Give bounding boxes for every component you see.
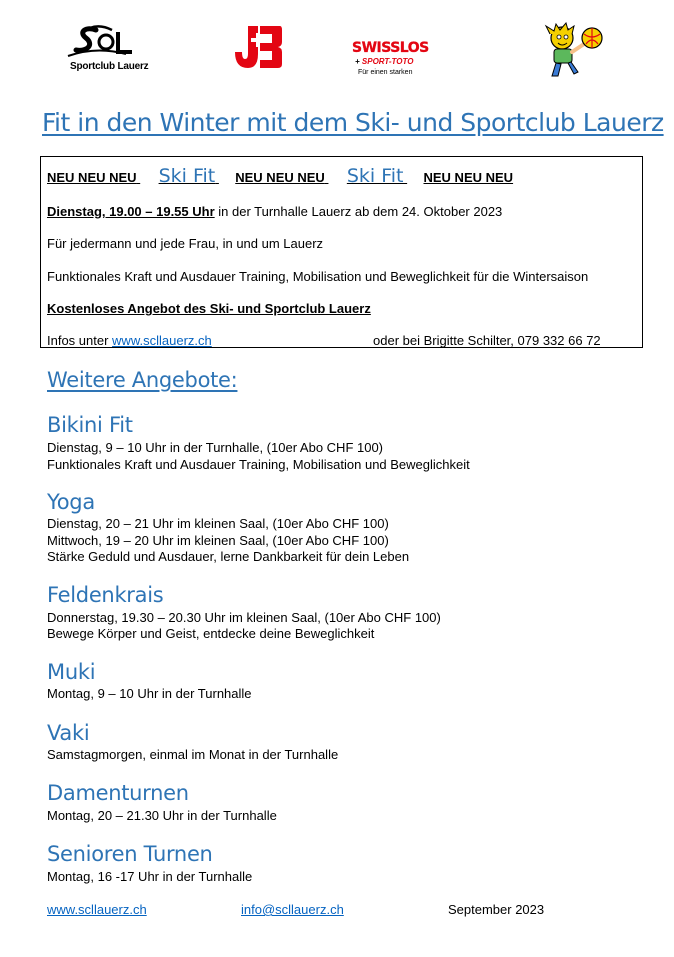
neu-label: NEU NEU NEU (47, 170, 137, 185)
offer-title: Feldenkrais (47, 583, 164, 607)
offer-line: Dienstag, 9 – 10 Uhr in der Turnhalle, (10er Abo CHF 100) (47, 440, 384, 455)
ski-fit-label: Ski Fit (158, 165, 216, 187)
plus-sign: + (355, 57, 360, 66)
offer-title: Vaki (47, 721, 90, 745)
offer-line: Samstagmorgen, einmal im Monat in der Turnhalle (47, 747, 339, 762)
schedule-time: Dienstag, 19.00 – 19.55 Uhr (47, 204, 215, 219)
offer-title: Yoga (47, 490, 95, 514)
offer-line: Montag, 16 -17 Uhr in der Turnhalle (47, 869, 253, 884)
info-line (47, 333, 212, 348)
sportclub-name: Sportclub Lauerz (70, 61, 149, 72)
schedule-location: in der Turnhalle Lauerz ab dem 24. Oktober 2023 (214, 204, 503, 219)
offer-title: Muki (47, 660, 96, 684)
audience-line: Für jedermann und jede Frau, in und um Lauerz (47, 236, 324, 251)
j-plus-s-logo (232, 22, 284, 72)
neu-ski-fit-banner (47, 165, 513, 187)
offer-line: Funktionales Kraft und Ausdauer Training, Mobilisation und Beweglichkeit (47, 457, 470, 472)
mascot-logo (540, 22, 606, 80)
weitere-angebote-heading: Weitere Angebote: (47, 368, 238, 392)
free-offer-line: Kostenloses Angebot des Ski- und Sportclub Lauerz (47, 301, 371, 316)
offer-line: Mittwoch, 19 – 20 Uhr im kleinen Saal, (10er Abo CHF 100) (47, 533, 389, 548)
page-title: Fit in den Winter mit dem Ski- und Sportclub Lauerz (42, 108, 664, 137)
sportclub-lauerz-logo (66, 24, 149, 74)
ski-fit-announcement-box (40, 156, 643, 348)
offer-line: Montag, 9 – 10 Uhr in der Turnhalle (47, 686, 252, 701)
offer-title: Senioren Turnen (47, 842, 213, 866)
offer-line: Dienstag, 20 – 21 Uhr im kleinen Saal, (10er Abo CHF 100) (47, 516, 389, 531)
swisslos-tagline: Für einen starken (358, 69, 413, 76)
j-plus-s-icon (232, 22, 284, 72)
description-line: Funktionales Kraft und Ausdauer Training, Mobilisation und Beweglichkeit für die Wintersaison (47, 269, 589, 284)
ski-fit-label: Ski Fit (346, 165, 404, 187)
schedule-line (47, 204, 502, 219)
offer-title: Damenturnen (47, 781, 189, 805)
sporttoto-wordmark (355, 57, 413, 66)
swisslos-logo (352, 40, 442, 82)
scl-mark-icon (66, 24, 144, 64)
kid-with-ball-icon (540, 22, 606, 80)
swisslos-wordmark: SWISSLOS (352, 40, 429, 56)
offer-title: Bikini Fit (47, 413, 133, 437)
footer-email-link[interactable]: info@scllauerz.ch (241, 902, 344, 917)
offer-line: Stärke Geduld und Ausdauer, lerne Dankbarkeit für dein Leben (47, 549, 410, 564)
offer-line: Donnerstag, 19.30 – 20.30 Uhr im kleinen Saal, (10er Abo CHF 100) (47, 610, 441, 625)
contact-line: oder bei Brigitte Schilter, 079 332 66 72 (373, 333, 601, 348)
neu-label: NEU NEU NEU (235, 170, 325, 185)
sporttoto-text: SPORT-TOTO (361, 57, 414, 66)
neu-label: NEU NEU NEU (423, 170, 514, 185)
offer-line: Bewege Körper und Geist, entdecke deine Beweglichkeit (47, 626, 375, 641)
footer-website-link[interactable]: www.scllauerz.ch (47, 902, 147, 917)
offer-line: Montag, 20 – 21.30 Uhr in der Turnhalle (47, 808, 277, 823)
info-prefix: Infos unter (47, 333, 113, 348)
footer-date: September 2023 (448, 902, 545, 917)
website-link[interactable]: www.scllauerz.ch (112, 333, 212, 348)
